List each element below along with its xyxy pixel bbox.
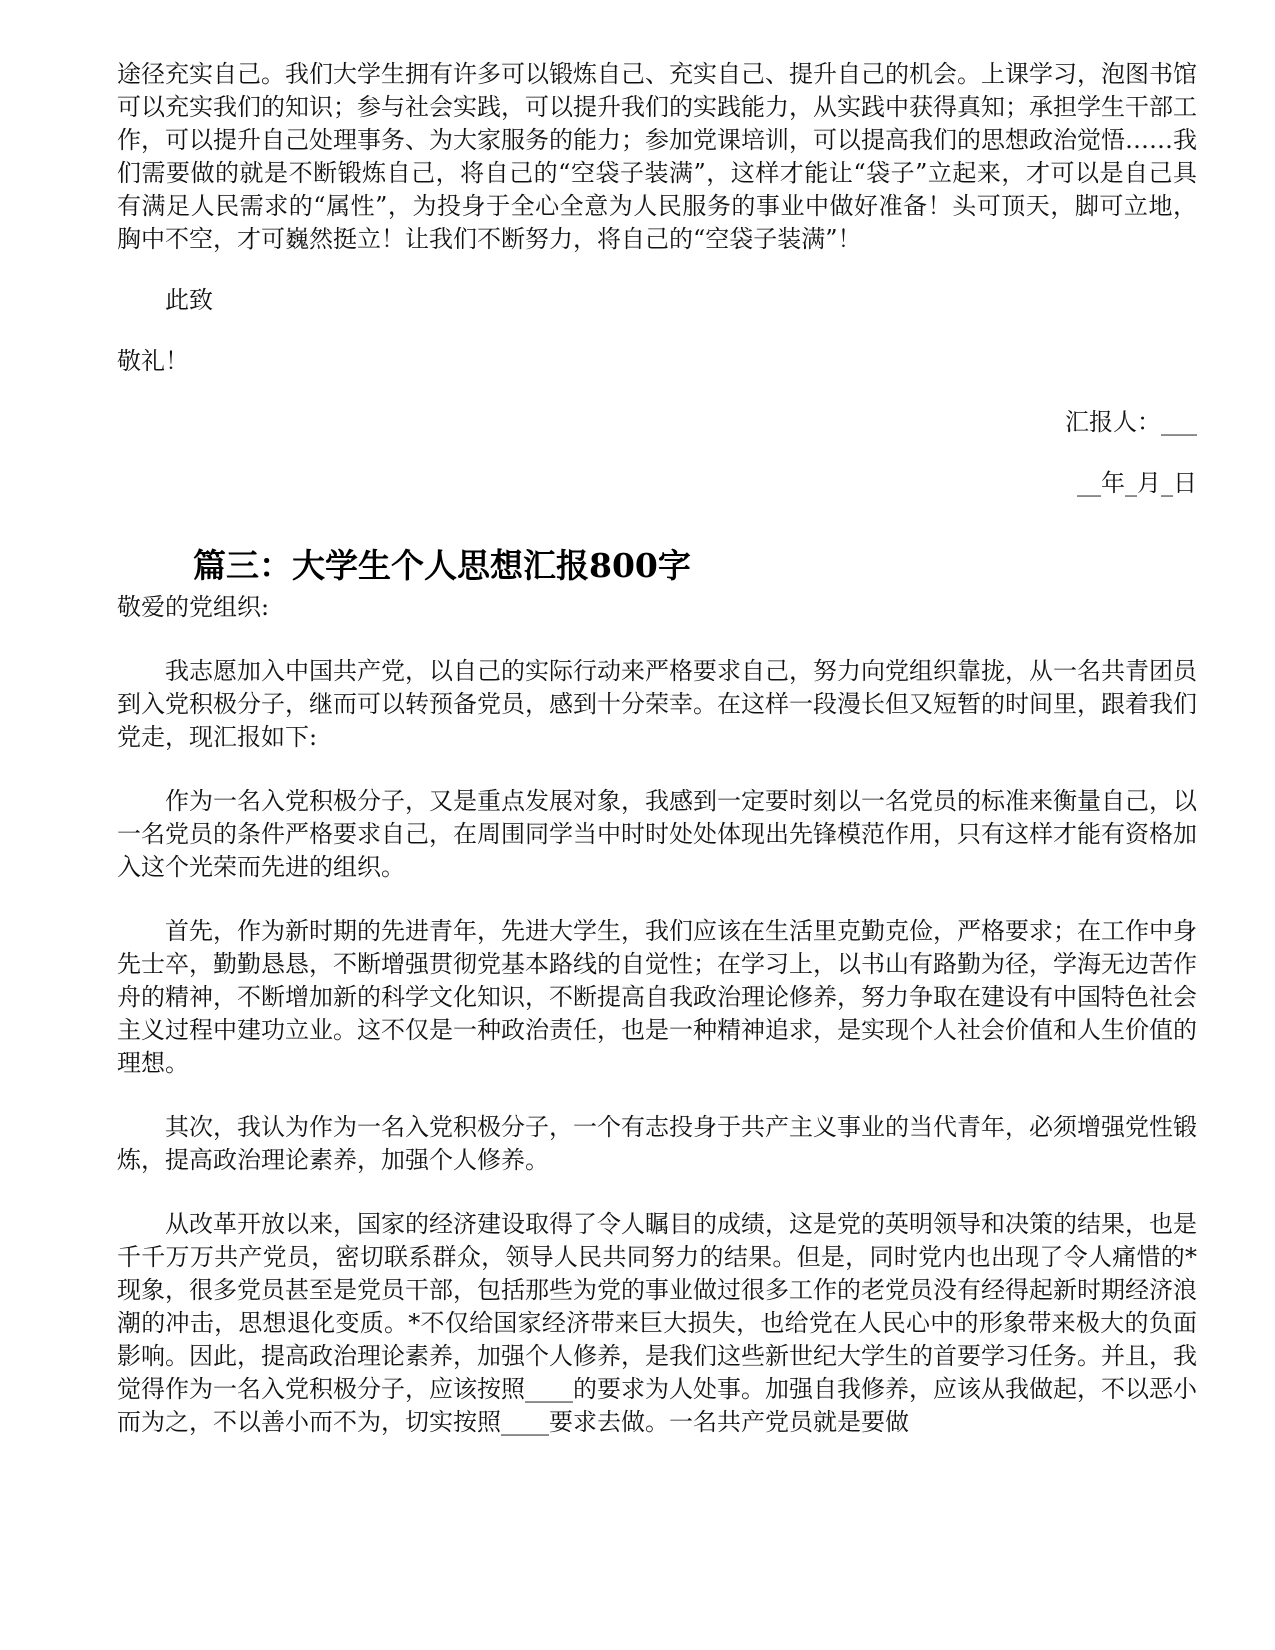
signature-line: 汇报人：___ [1065,408,1197,436]
closing-line-2: 敬礼！ [117,347,189,375]
body-paragraph: 其次，我认为作为一名入党积极分子，一个有志投身于共产主义事业的当代青年，必须增强党性锻炼，提高政治理论素养，加强个人修养。 [117,1113,1197,1174]
section-title: 篇三：大学生个人思想汇报800字 [193,546,691,585]
continued-paragraph: 途径充实自己。我们大学生拥有许多可以锻炼自己、充实自己、提升自己的机会。上课学习，泡图书馆可以充实我们的知识；参与社会实践，可以提升我们的实践能力，从实践中获得真知；承担学生干部工作，可以提升自己处理事务、为大家服务的能力；参加党课培训，可以提高我们的思想政治觉悟……我们需要做的就是不断锻炼自己，将自己的“空袋子装满”，这样才能让“袋子”立起来，才可以是自己具有满足人民需求的“属性”，为投身于全心全意为人民服务的事业中做好准备！头可顶天，脚可立地，胸中不空，才可巍然挺立！让我们不断努力，将自己的“空袋子装满”！ [117,60,1197,253]
salutation: 敬爱的党组织: [117,593,270,621]
body-paragraph: 我志愿加入中国共产党，以自己的实际行动来严格要求自己，努力向党组织靠拢，从一名共青团员到入党积极分子，继而可以转预备党员，感到十分荣幸。在这样一段漫长但又短暂的时间里，跟着我们党走，现汇报如下: [117,657,1197,751]
body-paragraph: 作为一名入党积极分子，又是重点发展对象，我感到一定要时刻以一名党员的标准来衡量自己，以一名党员的条件严格要求自己，在周围同学当中时时处处体现出先锋模范作用，只有这样才能有资格加入这个光荣而先进的组织。 [117,787,1197,881]
document-page [117,58,1197,1439]
body-paragraph: 从改革开放以来，国家的经济建设取得了令人瞩目的成绩，这是党的英明领导和决策的结果，也是千千万万共产党员，密切联系群众，领导人民共同努力的结果。但是，同时党内也出现了令人痛惜的*现象，很多党员甚至是党员干部，包括那些为党的事业做过很多工作的老党员没有经得起新时期经济浪潮的冲击，思想退化变质。*不仅给国家经济带来巨大损失，也给党在人民心中的形象带来极大的负面影响。因此，提高政治理论素养，加强个人修养，是我们这些新世纪大学生的首要学习任务。并且，我觉得作为一名入党积极分子，应该按照____的要求为人处事。加强自我修养，应该从我做起，不以恶小而为之，不以善小而不为，切实按照____要求去做。一名共产党员就是要做 [117,1210,1197,1436]
body-paragraph: 首先，作为新时期的先进青年，先进大学生，我们应该在生活里克勤克俭，严格要求；在工作中身先士卒，勤勤恳恳，不断增强贯彻党基本路线的自觉性；在学习上，以书山有路勤为径，学海无边苦作舟的精神，不断增加新的科学文化知识，不断提高自我政治理论修养，努力争取在建设有中国特色社会主义过程中建功立业。这不仅是一种政治责任，也是一种精神追求，是实现个人社会价值和人生价值的理想。 [117,917,1197,1077]
closing-line-1: 此致 [165,286,213,314]
date-line: __年_月_日 [1077,469,1197,497]
